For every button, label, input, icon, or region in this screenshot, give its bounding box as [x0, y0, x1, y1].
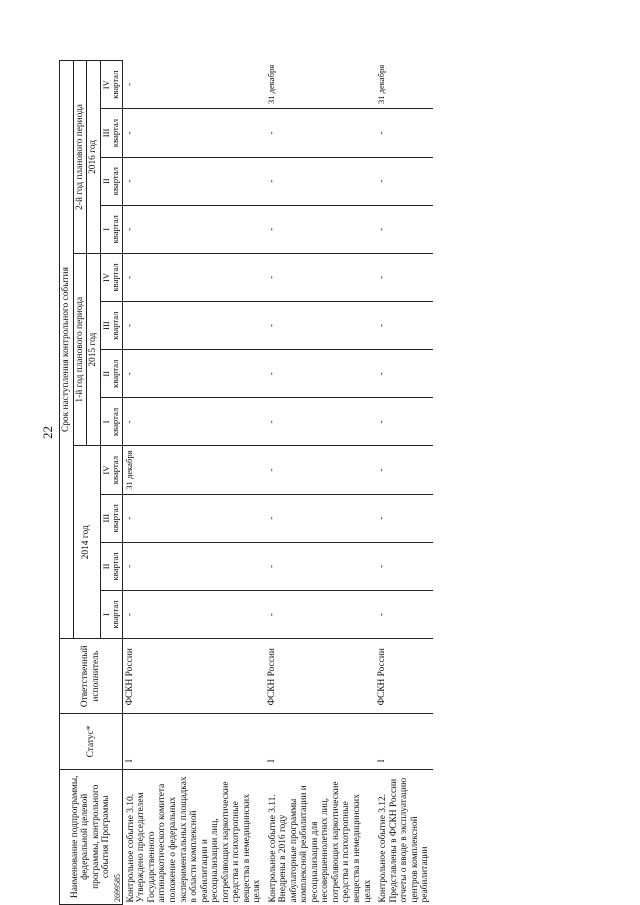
quarter-word: квартал	[110, 263, 121, 292]
quarter-value: -	[122, 205, 264, 253]
quarter-value: -	[122, 302, 264, 350]
header-responsible: Ответственный исполнитель	[60, 639, 123, 714]
quarter-value: -	[375, 302, 433, 350]
quarter-header	[100, 61, 122, 109]
quarter-value: -	[375, 446, 433, 494]
quarter-word: квартал	[110, 456, 121, 485]
control-events-table	[59, 60, 433, 905]
quarter-value: -	[122, 398, 264, 446]
quarter-value: -	[122, 590, 264, 638]
quarter-header	[100, 302, 122, 350]
quarter-number: IV	[100, 272, 111, 282]
header-year-2015: 2015 год	[87, 253, 101, 446]
quarter-value: -	[265, 542, 375, 590]
header-year-2016: 2016 год	[87, 61, 101, 254]
event-status: I	[375, 714, 433, 769]
event-name: Контрольное событие 3.12. Представлены в ФСКН России отчеты о вводе в эксплуатацию центров комплексной реабилитации	[378, 777, 431, 903]
event-status: I	[265, 714, 375, 769]
header-year-2014: 2014 год	[73, 446, 100, 639]
quarter-value: 31 декабря	[375, 61, 433, 109]
quarter-number: II	[100, 178, 111, 185]
quarter-header	[100, 253, 122, 301]
event-status: I	[122, 714, 264, 769]
quarter-value: -	[375, 350, 433, 398]
rotated-table-area	[59, 60, 635, 905]
quarter-value: -	[375, 542, 433, 590]
quarter-number: III	[100, 128, 111, 138]
quarter-value: -	[375, 494, 433, 542]
quarter-value: -	[375, 590, 433, 638]
table-row	[265, 61, 375, 905]
page-number: 22	[40, 426, 55, 439]
table-body	[122, 61, 432, 905]
quarter-word: квартал	[110, 118, 121, 148]
quarter-value: -	[375, 205, 433, 253]
quarter-value: -	[265, 205, 375, 253]
quarter-word: квартал	[110, 311, 121, 340]
event-responsible: ФСКН России	[375, 639, 433, 714]
quarter-number: II	[100, 563, 111, 570]
event-name: Контрольное событие 3.10. Утверждено председателем Государственного антинаркотического комитета положение о федеральных экспериментальных площадках в области комплексной реабилитации и ресоциализации лиц, потребляющих наркотические средства и психотропные вещества в немедицинских целях	[125, 776, 263, 903]
table-header	[60, 61, 123, 905]
quarter-value: -	[265, 494, 375, 542]
quarter-number: IV	[100, 465, 111, 475]
quarter-word: квартал	[110, 552, 121, 581]
quarter-value: 31 декабря	[122, 446, 264, 494]
event-name: Контрольное событие 3.11. Внедрены в 2016 году амбулаторные программы комплексной реабилитации и ресоциализации для несовершеннолетних лиц, потребляющих наркотические средства и психотропные вещества в немедицинских целях	[267, 781, 373, 903]
quarter-value: -	[122, 253, 264, 301]
quarter-number: I	[100, 227, 111, 231]
header-deadline: Срок наступления контрольного события	[60, 61, 74, 639]
quarter-value: -	[375, 253, 433, 301]
quarter-header	[100, 446, 122, 494]
quarter-value: -	[122, 542, 264, 590]
quarter-number: I	[100, 613, 111, 616]
quarter-value: 31 декабря	[265, 61, 375, 109]
quarter-number: II	[100, 370, 111, 377]
quarter-value: -	[122, 61, 264, 109]
quarter-header	[100, 398, 122, 446]
quarter-value: -	[122, 350, 264, 398]
quarter-word: квартал	[110, 407, 121, 437]
quarter-header	[100, 590, 122, 638]
quarter-value: -	[375, 157, 433, 205]
quarter-header	[100, 350, 122, 398]
header-name: Наименование подпрограммы, федеральной целевой программы, контрольного события Программы	[60, 769, 123, 904]
quarter-word: квартал	[110, 600, 121, 629]
quarter-value: -	[265, 253, 375, 301]
quarter-value: -	[265, 350, 375, 398]
header-plan-year-2: 2-й год планового периода	[73, 61, 87, 254]
quarter-word: квартал	[110, 70, 121, 99]
quarter-value: -	[122, 494, 264, 542]
quarter-value: -	[122, 109, 264, 157]
quarter-word: квартал	[110, 167, 121, 196]
quarter-number: III	[100, 321, 111, 330]
table-row	[122, 61, 264, 905]
quarter-word: квартал	[110, 359, 121, 388]
quarter-header	[100, 494, 122, 542]
table-row	[375, 61, 433, 905]
quarter-value: -	[265, 157, 375, 205]
header-status: Статус*	[60, 714, 123, 769]
quarter-word: квартал	[110, 504, 121, 533]
quarter-header	[100, 205, 122, 253]
quarter-value: -	[122, 157, 264, 205]
quarter-value: -	[265, 302, 375, 350]
quarter-value: -	[265, 109, 375, 157]
quarter-value: -	[375, 398, 433, 446]
quarter-number: III	[100, 513, 111, 523]
quarter-value: -	[265, 446, 375, 494]
event-responsible: ФСКН России	[265, 639, 375, 714]
quarter-number: I	[100, 420, 111, 424]
quarter-word: квартал	[110, 215, 121, 244]
quarter-value: -	[375, 109, 433, 157]
event-responsible: ФСКН России	[122, 639, 264, 714]
quarter-number: IV	[100, 80, 111, 90]
quarter-header	[100, 157, 122, 205]
quarter-header	[100, 542, 122, 590]
quarter-value: -	[265, 590, 375, 638]
quarter-value: -	[265, 398, 375, 446]
quarter-header	[100, 109, 122, 157]
document-id: 2699585	[113, 874, 122, 902]
header-plan-year-1: 1-й год планового периода	[73, 253, 87, 446]
